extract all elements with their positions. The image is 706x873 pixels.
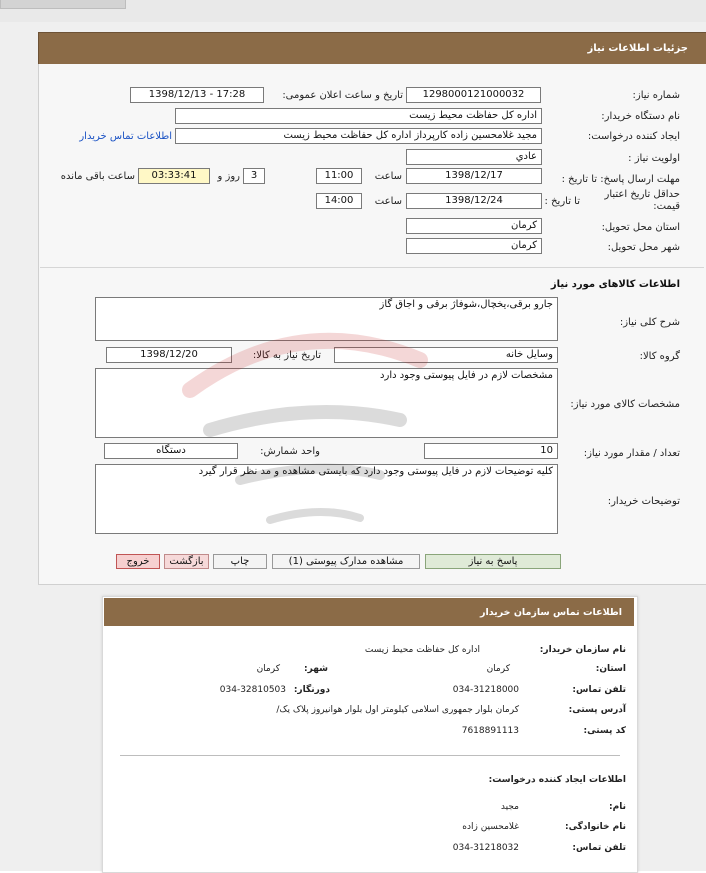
creator-phone-label: تلفن تماس: [572,843,626,853]
page-header [38,32,706,66]
card-postal-label: کد پستی: [583,726,626,736]
qty-label: تعداد / مقدار مورد نیاز: [583,448,680,459]
print-button[interactable]: چاپ [213,554,267,569]
announce-value: 1398/12/13 - 17:28 [130,87,264,103]
creator-last-name-label: نام خانوادگی: [564,822,626,832]
announce-label: تاریخ و ساعت اعلان عمومی: [282,90,403,101]
remaining-label: ساعت باقی مانده [60,171,135,182]
contact-card-title: اطلاعات تماس سازمان خریدار [479,607,622,618]
send-deadline-label: مهلت ارسال پاسخ: تا تاریخ : [561,174,680,185]
send-deadline-time-label: ساعت [374,171,402,182]
creator-phone-value: 034-31218032 [452,843,519,853]
card-province-value: کرمان [486,664,510,674]
view-attachments-button[interactable]: مشاهده مدارک پیوستی (1) [272,554,420,569]
need-number-label: شماره نیاز: [632,90,680,101]
province-value: کرمان [406,218,542,234]
contact-card-header [104,598,634,626]
requester-label: ایجاد کننده درخواست: [587,131,680,142]
city-label: شهر محل تحویل: [607,242,680,253]
org-name-value: اداره کل حفاظت محیط زیست [364,645,480,655]
back-button[interactable]: بازگشت [164,554,209,569]
card-address-value: کرمان بلوار جمهوری اسلامی کیلومتر اول بلوار هوانیروز پلاک یک/ [276,705,519,715]
goods-group-label: گروه کالا: [639,351,680,362]
unit-label: واحد شمارش: [260,446,320,457]
card-city-value: کرمان [256,664,280,674]
province-label: استان محل تحویل: [601,222,680,233]
card-phone-label: تلفن تماس: [572,685,626,695]
browser-top-bar [0,0,706,23]
specs-value: مشخصات لازم در فایل پیوستی وجود دارد [95,368,558,438]
priority-value: عادي [406,149,542,165]
validity-time: 14:00 [316,193,362,209]
card-city-label: شهر: [304,664,328,674]
card-address-label: آدرس پستی: [568,705,626,715]
validity-time-label: ساعت [374,196,402,207]
need-date-label: تاریخ نیاز به کالا: [252,350,321,361]
card-divider [120,755,620,756]
specs-label: مشخصات کالای مورد نیاز: [570,399,680,410]
buyer-org-label: نام دستگاه خریدار: [601,111,680,122]
exit-button[interactable]: خروج [116,554,160,569]
card-fax-label: دورنگار: [293,685,330,695]
goods-section-title: اطلاعات کالاهای مورد نیاز [550,279,680,290]
summary-label: شرح کلی نیاز: [619,317,680,328]
unit-value: دستگاه [104,443,238,459]
reply-button[interactable]: پاسخ به نیاز [425,554,561,569]
buyer-org-value: اداره کل حفاظت محیط زیست [175,108,542,124]
days-remaining: 3 [243,168,265,184]
validity-to-label: تا تاریخ : [544,196,580,207]
city-value: کرمان [406,238,542,254]
requester-value: مجید غلامحسین زاده کارپرداز اداره کل حفاظت محیط زیست [175,128,542,144]
creator-first-name-value: مجید [500,802,519,812]
card-phone-value: 034-31218000 [452,685,519,695]
qty-value: 10 [424,443,558,459]
buyer-notes-value: کلیه توضیحات لازم در فایل پیوستی وجود دارد که بایستی مشاهده و مد نظر قرار گیرد [95,464,558,534]
validity-label: حداقل تاریخ اعتبار قیمت: [604,189,680,212]
creator-last-name-value: غلامحسین زاده [462,822,519,832]
send-deadline-date: 1398/12/17 [406,168,542,184]
send-deadline-time: 11:00 [316,168,362,184]
card-province-label: استان: [595,664,626,674]
section-divider [40,267,704,268]
buyer-contact-card [102,596,638,873]
buyer-notes-label: توضیحات خریدار: [607,496,680,507]
need-number-value: 1298000121000032 [406,87,541,103]
creator-section-title: اطلاعات ایجاد کننده درخواست: [488,775,626,785]
card-postal-value: 7618891113 [461,726,519,736]
validity-date: 1398/12/24 [406,193,542,209]
creator-first-name-label: نام: [609,802,626,812]
summary-value: جارو برقی،یخچال،شوفاژ برقی و اجاق گاز [95,297,558,341]
org-name-label: نام سازمان خریدار: [539,645,626,655]
days-label: روز و [217,171,240,182]
browser-tab[interactable] [0,0,126,9]
page-title: جزئیات اطلاعات نیاز [587,43,688,54]
time-remaining: 03:33:41 [138,168,210,184]
card-fax-value: 034-32810503 [219,685,286,695]
need-date-value: 1398/12/20 [106,347,232,363]
goods-group-value: وسایل خانه [334,347,558,363]
buyer-contact-link[interactable]: اطلاعات تماس خریدار [79,131,172,142]
priority-label: اولویت نیاز : [628,153,680,164]
